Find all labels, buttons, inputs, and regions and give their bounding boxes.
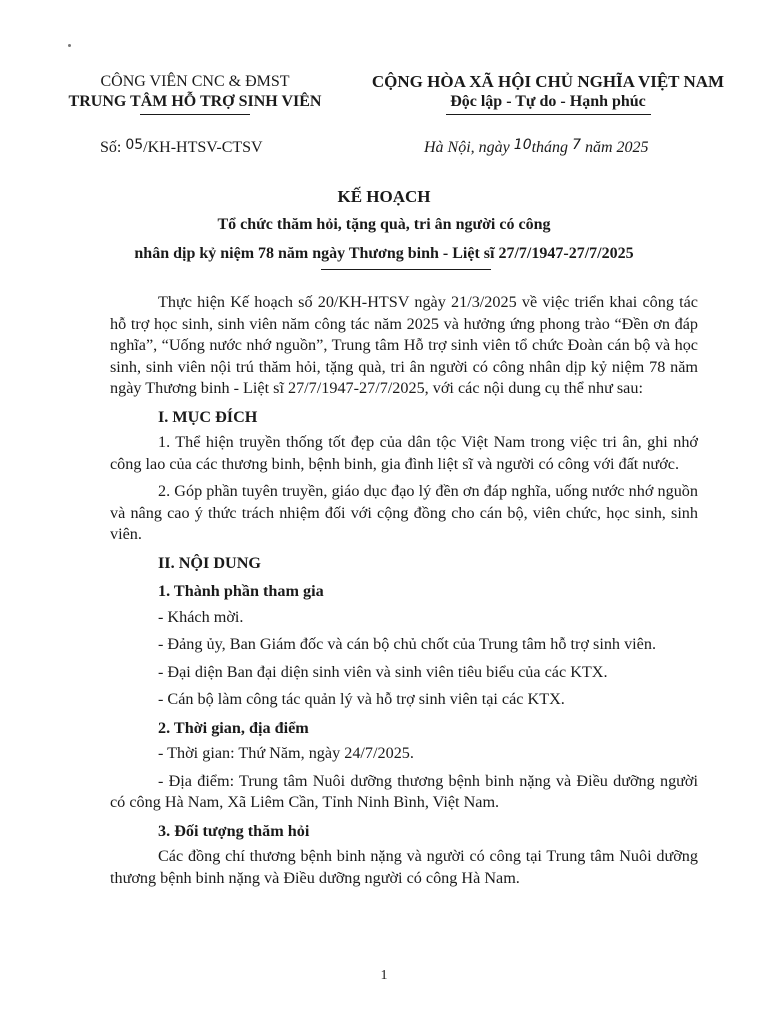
purpose-paragraph-1: 1. Thể hiện truyền thống tốt đẹp của dân tộc Việt Nam trong việc tri ân, ghi nhớ công lao của các thương binh, bệnh binh, gia đình liệt sĩ và người có công với đất nước.	[110, 433, 698, 473]
date-month-handwritten: 7	[572, 137, 581, 153]
scan-speck	[68, 44, 71, 47]
nation-name: CỘNG HÒA XÃ HỘI CHỦ NGHĨA VIỆT NAM	[371, 72, 725, 91]
subsection-heading-participants: 1. Thành phần tham gia	[158, 582, 324, 600]
page-number: 1	[380, 968, 388, 983]
motto-underline	[446, 114, 651, 115]
event-time: - Thời gian: Thứ Năm, ngày 24/7/2025.	[158, 744, 414, 762]
recipients-paragraph: Các đồng chí thương bệnh binh nặng và người có công tại Trung tâm Nuôi dưỡng thương bệnh binh nặng và Điều dưỡng người có công Hà Nam.	[110, 847, 698, 887]
document-title: KẾ HOẠCH	[337, 187, 431, 206]
document-subtitle-line2: nhân dịp kỷ niệm 78 năm ngày Thương binh - Liệt sĩ 27/7/1947-27/7/2025	[134, 245, 634, 262]
doc-number-handwritten: 05	[125, 137, 144, 153]
date-year: năm 2025	[580, 139, 649, 156]
document-body	[110, 292, 698, 889]
event-place: - Địa điểm: Trung tâm Nuôi dưỡng thương bệnh binh nặng và Điều dưỡng người có công Hà Nam, Xã Liêm Cần, Tỉnh Ninh Bình, Việt Nam.	[110, 771, 698, 811]
organization-underline	[140, 114, 250, 115]
doc-number-suffix: /KH-HTSV-CTSV	[143, 139, 263, 156]
intro-paragraph: Thực hiện Kế hoạch số 20/KH-HTSV ngày 21/3/2025 về việc triển khai công tác hỗ trợ học sinh, sinh viên năm công tác năm 2025 và hưởng ứng phong trào “Đền ơn đáp nghĩa”, “Uống nước nhớ nguồn”, Trung tâm Hỗ trợ sinh viên tổ chức Đoàn cán bộ và học sinh, sinh viên nội trú thăm hỏi, tặng quà, tri ân người có công nhân dịp kỷ niệm 78 năm ngày Thương binh - Liệt sĩ 27/7/1947-27/7/2025, với các nội dung cụ thể như sau:	[110, 293, 698, 397]
subsection-heading-time-place: 2. Thời gian, địa điểm	[158, 718, 309, 737]
document-subtitle-line1: Tổ chức thăm hỏi, tặng quà, tri ân người có công	[217, 216, 551, 233]
subsection-heading-recipients: 3. Đối tượng thăm hỏi	[158, 821, 310, 840]
document-number	[100, 139, 263, 157]
date-line	[424, 139, 649, 157]
date-day-handwritten: 10	[513, 137, 532, 153]
subtitle-underline	[321, 269, 491, 270]
participant-item: - Đảng ủy, Ban Giám đốc và cán bộ chủ chốt của Trung tâm hỗ trợ sinh viên.	[158, 635, 656, 653]
participant-item: - Đại diện Ban đại diện sinh viên và sinh viên tiêu biểu của các KTX.	[158, 662, 608, 681]
participant-item: - Khách mời.	[158, 607, 244, 626]
issuing-organization	[40, 72, 350, 115]
national-motto: Độc lập - Tự do - Hạnh phúc	[450, 93, 646, 110]
section-heading-purpose: I. MỤC ĐÍCH	[158, 407, 258, 426]
parent-organization: CÔNG VIÊN CNC & ĐMST	[100, 73, 290, 90]
date-month-label: tháng	[531, 139, 573, 156]
participant-item: - Cán bộ làm công tác quản lý và hỗ trợ sinh viên tại các KTX.	[158, 690, 565, 708]
doc-number-prefix: Số:	[100, 139, 126, 156]
purpose-paragraph-2: 2. Góp phần tuyên truyền, giáo dục đạo lý đền ơn đáp nghĩa, uống nước nhớ nguồn và nâng cao ý thức trách nhiệm đối với cộng đồng cho cán bộ, viên chức, học sinh, sinh viên.	[110, 482, 698, 543]
organization-name: TRUNG TÂM HỖ TRỢ SINH VIÊN	[68, 93, 322, 110]
national-header	[352, 72, 744, 115]
section-heading-content: II. NỘI DUNG	[158, 553, 261, 572]
date-place: Hà Nội, ngày	[424, 139, 514, 156]
